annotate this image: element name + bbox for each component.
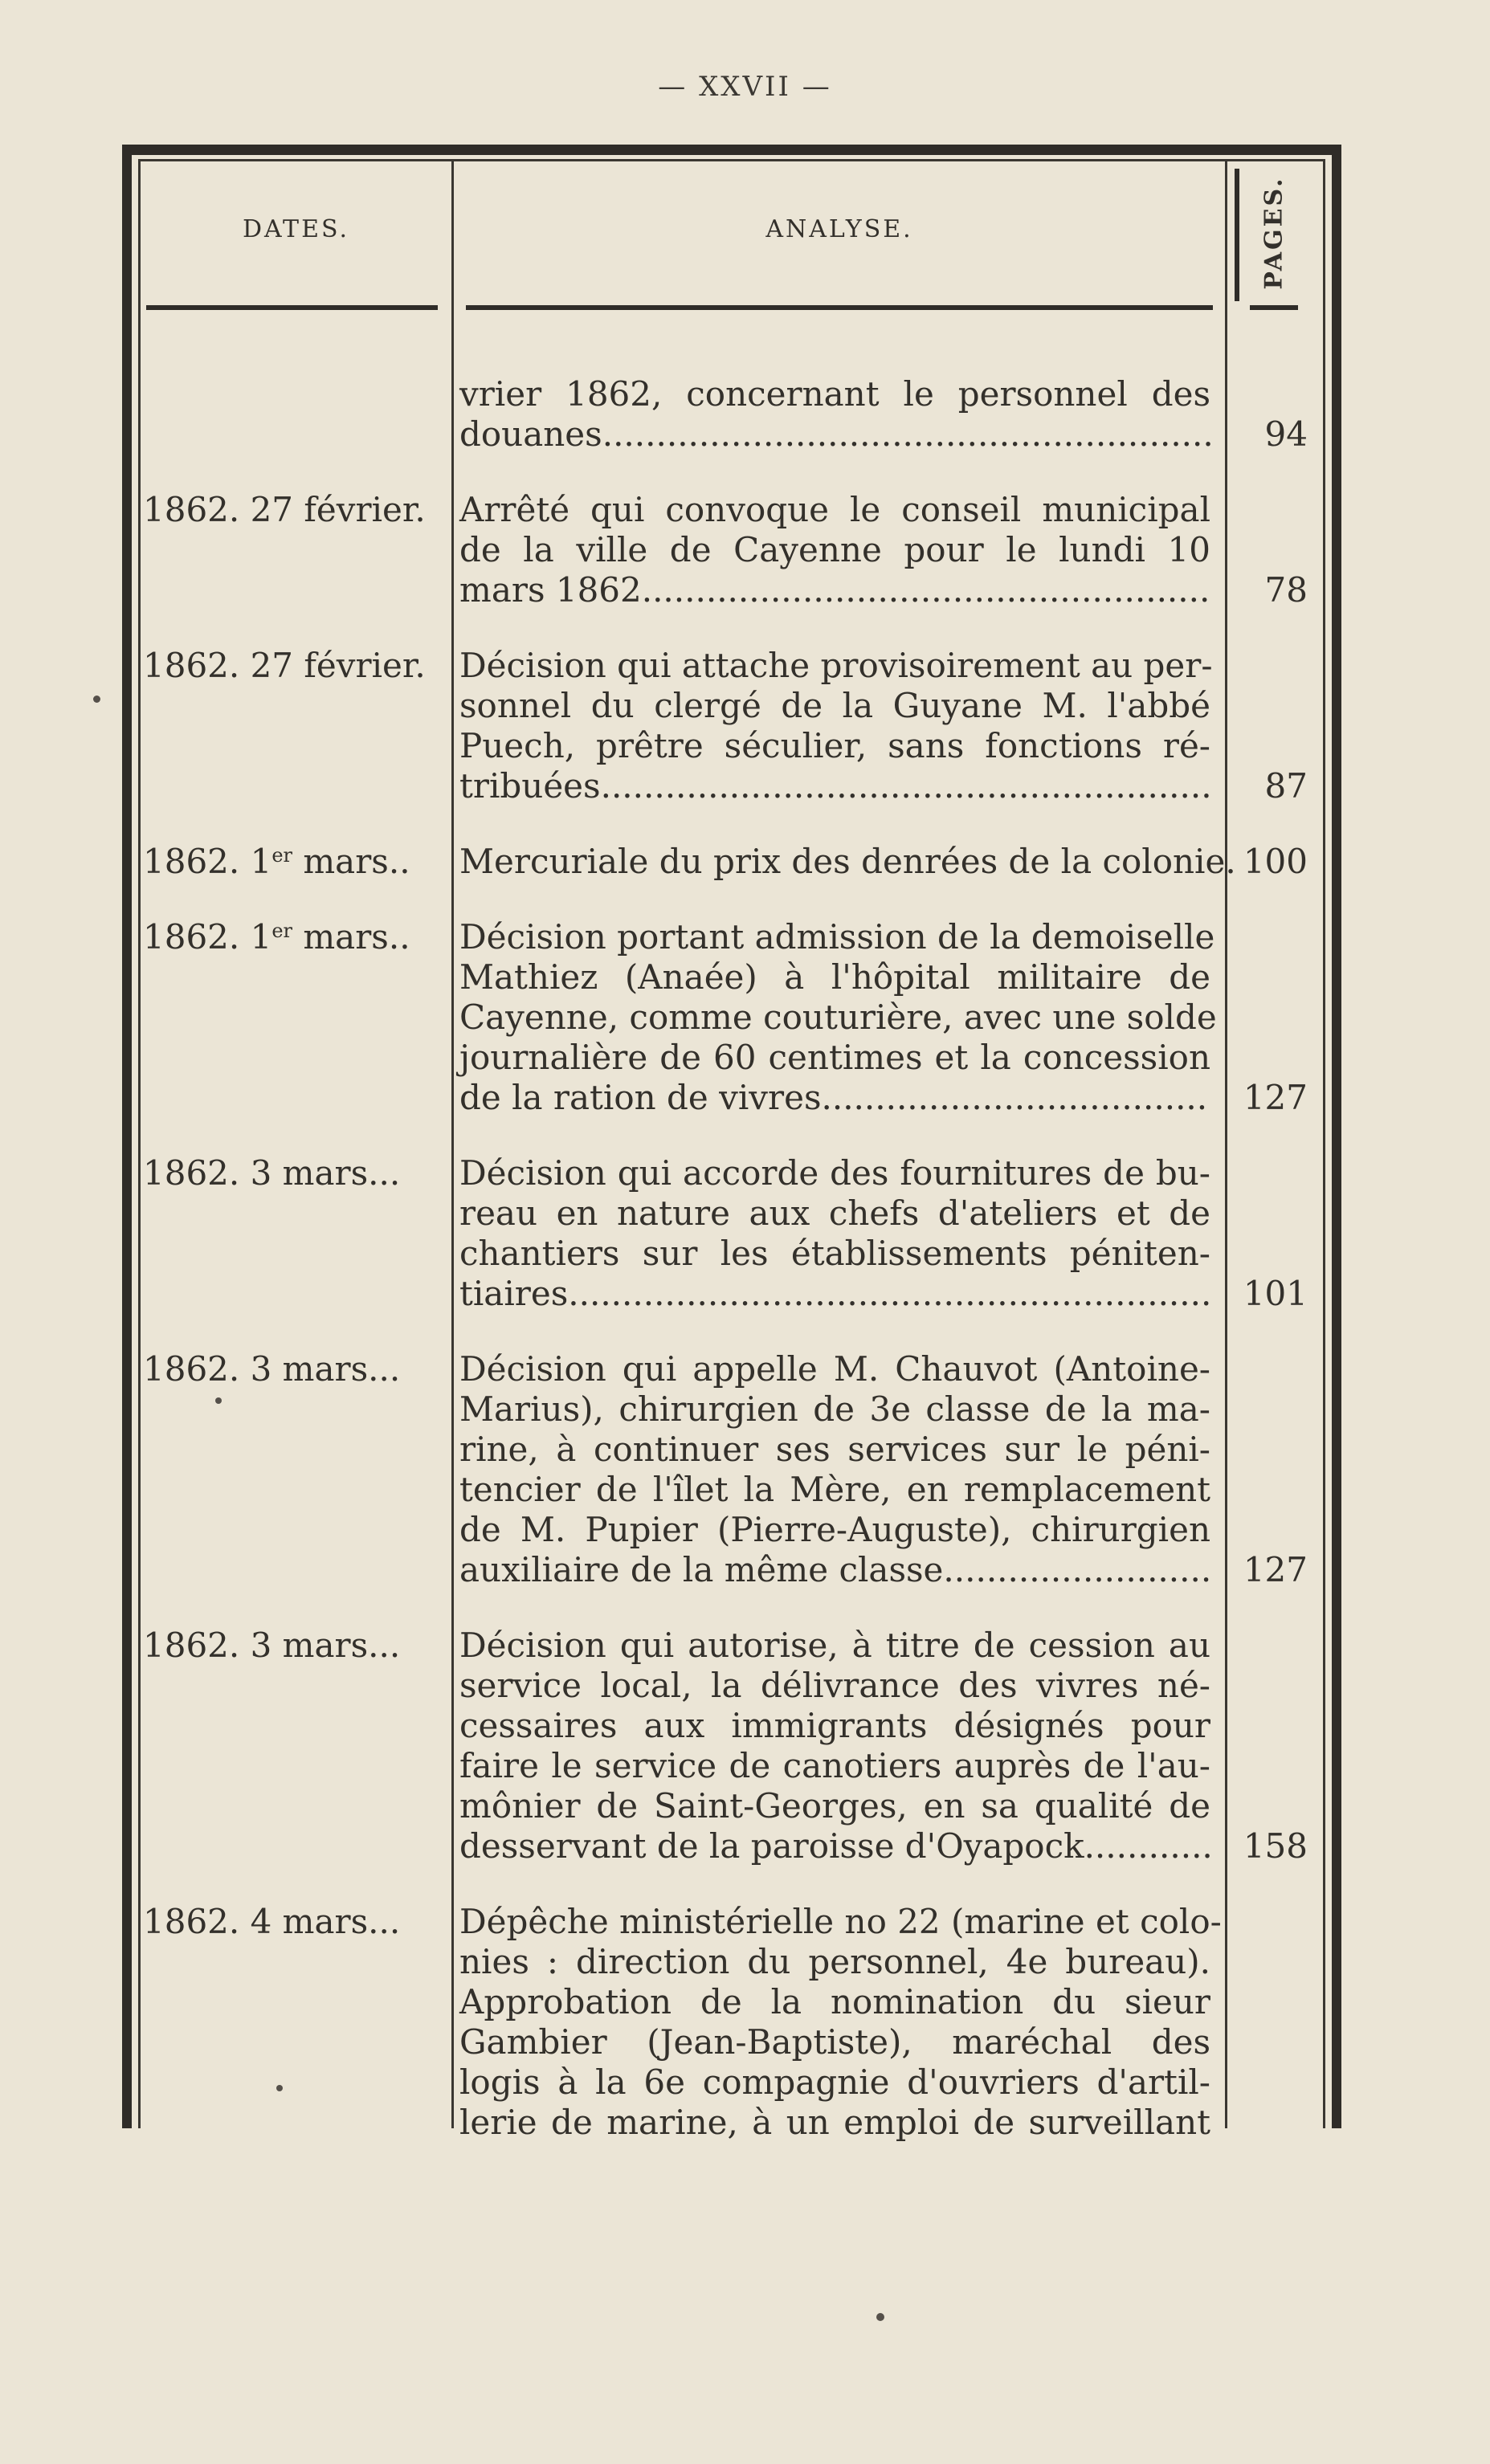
table-row: [122, 1626, 1341, 1866]
analysis-line: rine, à continuer ses services sur le péni-: [459, 1430, 1210, 1469]
table-row: [122, 374, 1341, 455]
analysis-line: nies : direction du personnel, 4e bureau).: [459, 1942, 1210, 1981]
table-row: [122, 1349, 1341, 1590]
paper-speck: [276, 2085, 283, 2091]
analysis-line: Gambier (Jean-Baptiste), maréchal des: [459, 2022, 1210, 2062]
header-dates: DATES.: [242, 215, 349, 243]
analysis-line: Mathiez (Anaée) à l'hôpital militaire de: [459, 957, 1210, 997]
entry-date: 1862. 3 mars...: [143, 1349, 401, 1389]
index-table: [122, 145, 1341, 2142]
analysis-line: tencier de l'îlet la Mère, en remplacement: [459, 1470, 1210, 1509]
entry-analysis: [459, 1902, 1222, 2143]
analysis-line: cessaires aux immigrants désignés pour: [459, 1706, 1210, 1745]
table-row: [122, 490, 1341, 610]
entry-page-number: 87: [1264, 766, 1308, 806]
analysis-last-line: Mercuriale du prix des denrées de la colonie.: [459, 842, 1236, 881]
analysis-last-line: tribuées .....: [459, 766, 1210, 806]
entry-analysis: [459, 1153, 1210, 1314]
entry-analysis: [459, 646, 1213, 806]
dot-leader: [822, 1078, 1211, 1118]
entry-page-number: 101: [1243, 1274, 1308, 1313]
analysis-line: Approbation de la nomination du sieur: [459, 1982, 1210, 2021]
page-number: — XXVII —: [658, 71, 832, 103]
entry-date: 1862. 1er mars..: [143, 917, 410, 957]
header-analyse: ANALYSE.: [765, 215, 913, 243]
analysis-line: reau en nature aux chefs d'ateliers et de: [459, 1193, 1210, 1233]
entry-analysis: [459, 917, 1217, 1118]
table-row: [122, 646, 1341, 806]
entry-page-number: 127: [1243, 1550, 1308, 1589]
analysis-line: vrier 1862, concernant le personnel des: [459, 374, 1210, 414]
entry-page-number: 94: [1264, 414, 1308, 454]
entry-date: 1862. 27 février.: [143, 646, 426, 685]
table-top-border: [122, 145, 1341, 155]
paper-speck: [876, 2313, 884, 2321]
header-pages: [1243, 169, 1305, 297]
table-top-inner-border: [138, 159, 1325, 161]
dot-leader: [642, 570, 1210, 610]
analysis-line: de M. Pupier (Pierre-Auguste), chirurgien: [459, 1510, 1210, 1549]
paper-speck: [93, 696, 100, 703]
table-row: [122, 1902, 1341, 2143]
entry-analysis: [459, 1349, 1210, 1590]
entry-page-number: 127: [1243, 1078, 1308, 1117]
analysis-line: Décision portant admission de la demoiselle: [459, 917, 1215, 957]
dot-leader: [943, 1550, 1210, 1590]
entry-analysis: [459, 374, 1210, 455]
analysis-last-line: auxiliaire de la même classe .....: [459, 1550, 1210, 1590]
analysis-line: logis à la 6e compagnie d'ouvriers d'artil-: [459, 2062, 1210, 2102]
dot-leader: [1084, 1826, 1210, 1866]
entry-analysis: [459, 490, 1210, 610]
analysis-line: Dépêche ministérielle no 22 (marine et colo-: [459, 1902, 1222, 1941]
header-underline-dates: [146, 305, 438, 310]
analysis-line: Décision qui autorise, à titre de cession au: [459, 1626, 1210, 1665]
entry-date: 1862. 3 mars...: [143, 1153, 401, 1193]
analysis-line: mônier de Saint-Georges, en sa qualité de: [459, 1786, 1210, 1826]
analysis-line: de la ville de Cayenne pour le lundi 10: [459, 530, 1210, 569]
analysis-line: Arrêté qui convoque le conseil municipal: [459, 490, 1210, 529]
entry-date: 1862. 27 février.: [143, 490, 426, 529]
analysis-last-line: de la ration de vivres .....: [459, 1078, 1210, 1118]
table-row: [122, 917, 1341, 1118]
analysis-line: Décision qui attache provisoirement au per-: [459, 646, 1213, 685]
entry-date: 1862. 1er mars..: [143, 842, 410, 881]
entry-analysis: [459, 842, 1236, 882]
analysis-line: Décision qui accorde des fournitures de bu-: [459, 1153, 1210, 1193]
analysis-line: Cayenne, comme couturière, avec une solde: [459, 997, 1217, 1037]
entry-date: 1862. 3 mars...: [143, 1626, 401, 1665]
analysis-last-line: tiaires .....: [459, 1274, 1210, 1314]
analysis-line: service local, la délivrance des vivres né-: [459, 1666, 1210, 1705]
entry-date: [122, 374, 431, 455]
analysis-last-line: mars 1862 .....: [459, 570, 1210, 610]
entries-list: [122, 374, 1341, 2178]
dot-leader: [601, 766, 1210, 806]
analysis-line: chantiers sur les établissements péniten-: [459, 1234, 1210, 1273]
entry-page-number: 158: [1243, 1826, 1308, 1866]
analysis-line: Décision qui appelle M. Chauvot (Antoine-: [459, 1349, 1210, 1389]
entry-page-number: 78: [1264, 570, 1308, 610]
analysis-line: Marius), chirurgien de 3e classe de la ma-: [459, 1389, 1210, 1429]
analysis-line: Puech, prêtre séculier, sans fonctions ré-: [459, 726, 1210, 765]
analysis-last-line: douanes .....: [459, 414, 1210, 455]
entry-analysis: [459, 1626, 1210, 1866]
header-pages-rule: [1235, 169, 1239, 301]
entry-page-number: 100: [1243, 842, 1308, 881]
dot-leader: [602, 414, 1210, 455]
header-pages-label: PAGES.: [1259, 176, 1288, 290]
entry-date: 1862. 4 mars...: [143, 1902, 401, 1941]
analysis-line: journalière de 60 centimes et la concession: [459, 1038, 1210, 1077]
analysis-line: faire le service de canotiers auprès de l'au-: [459, 1746, 1210, 1785]
header-underline-analyse: [466, 305, 1213, 310]
header-underline-pages: [1250, 305, 1298, 310]
table-row: [122, 842, 1341, 882]
paper-speck: [215, 1397, 222, 1404]
table-row: [122, 1153, 1341, 1314]
analysis-line: lerie de marine, à un emploi de surveillant: [459, 2103, 1210, 2142]
analysis-line: sonnel du clergé de la Guyane M. l'abbé: [459, 686, 1210, 725]
analysis-last-line: desservant de la paroisse d'Oyapock .....: [459, 1826, 1210, 1866]
dot-leader: [568, 1274, 1210, 1314]
